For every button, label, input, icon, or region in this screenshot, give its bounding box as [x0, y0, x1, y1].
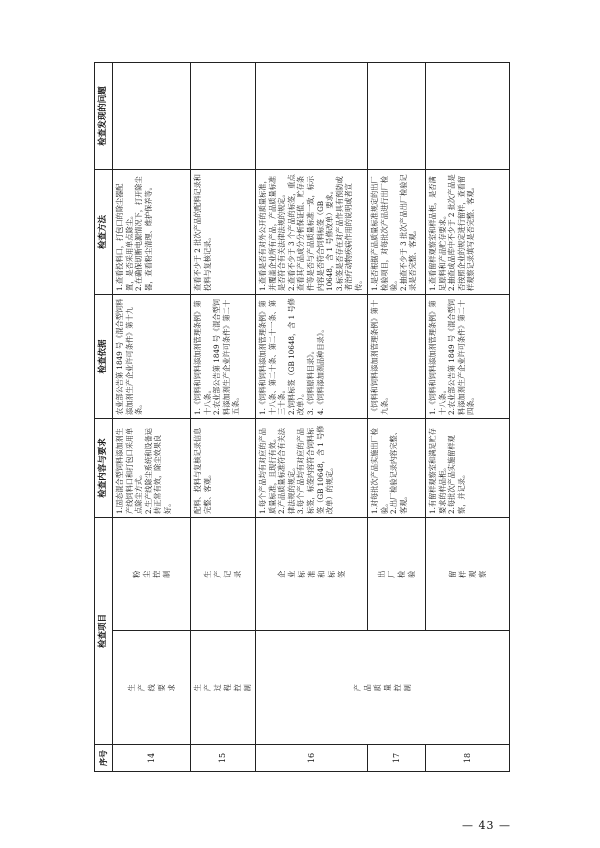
subitem-label: 企业标准和标签 [276, 570, 346, 578]
subitem-label: 粉尘控制 [131, 570, 171, 578]
header-problems: 检查发现的问题 [95, 63, 113, 170]
problem-cell [368, 63, 426, 170]
page-number: — 43 — [462, 819, 511, 832]
subitem-label: 留样观察 [447, 570, 487, 578]
basis-cell: 1.《饲料和饲料添加剂管理条例》第十八条、第二十条、第二十一条、第三十条。 2.饲料标签（GB 10648，含 1 号修改单）。 3.《饲料原料目录》。 4.《饲料添加剂品种目录》。 [256, 295, 368, 419]
requirement-cell: 1.对每批次产品实施出厂检验。 2.出厂检验记录内容完整、客观。 [368, 419, 426, 518]
requirement-cell: 1.固态混合型饲料添加剂生产线饲料口和打包口采用单点除尘方式。 2.生产线除尘系统和设备运转正常有效，除尘效果良好。 [113, 419, 191, 518]
problem-cell [256, 63, 368, 170]
subitem-cell [113, 518, 191, 632]
header-method: 检查方法 [95, 170, 113, 295]
table-row [256, 63, 368, 772]
method-cell: 查看不少于 2 批次产品的配料记录和投料与复核记录。 [191, 170, 256, 295]
problem-cell [191, 63, 256, 170]
requirement-cell: 1.每个产品均有对应的产品质量标准，且现行有效。 2.产品质量标准符合有关法律法规的规定。 3.每个产品均有对应的产品标签，标签内容符合饲料标签（GB 10648，含 1 号修改单）的规定。 [256, 419, 368, 518]
subitem-cell [426, 518, 510, 632]
header-requirements: 检查内容与要求 [95, 419, 113, 518]
requirement-cell: 1.有留样观察室和满足贮存要求的样品柜。 2.每批次产品实施留样观察，并记录。 [426, 419, 510, 518]
basis-cell: 农业部公告第 1849 号《混合型饲料添加剂生产企业许可条件》第十九条。 [113, 295, 191, 419]
subitem-cell [368, 518, 426, 632]
subitem-label: 生产记录 [203, 570, 242, 578]
problem-cell [113, 63, 191, 170]
header-item: 检查项目 [95, 518, 113, 745]
category-production-line: 生产线要求 [126, 684, 176, 692]
row-number: 14 [113, 745, 191, 772]
category-cell [256, 631, 510, 745]
header-seq: 序号 [95, 745, 113, 772]
category-cell [113, 631, 191, 745]
subitem-label: 出厂检验 [376, 570, 416, 578]
header-basis: 检查依据 [95, 295, 113, 419]
row-number: 17 [368, 745, 426, 772]
method-cell: 1.查看留样观察室和样品柜，是否满足原料和产品贮存要求。 2.抽查成品库中不少于 2 批次产品是否按照企业的规定进行留样，查看留样观察记录填写是否完整、客观。 [426, 170, 510, 295]
table-row [191, 63, 256, 772]
basis-cell: 1.《饲料和饲料添加剂管理条例》第十八条。 2.农业部公告第 1849 号《混合型饲料添加剂生产企业许可条件》第二十四条。 [426, 295, 510, 419]
table-row [113, 63, 191, 772]
category-production-process: 生产过程控制 [193, 684, 252, 692]
method-cell: 1.查看投料口，打包口的除尘器配置，是否采用单点除尘。 2.在确保切断电源情况下，打开除尘器，查看粉尘清理、维护保养等。 [113, 170, 191, 295]
row-number: 15 [191, 745, 256, 772]
basis-cell: 1.《饲料和饲料添加剂管理条例》第十八条。 2.农业部公告第 1849 号《混合型饲料添加剂生产企业许可条件》第二十五条。 [191, 295, 256, 419]
inspection-table [94, 62, 510, 772]
method-cell: 1.是否根据产品质量标准规定的出厂检验项目，对每批次产品进行出厂检验。 2.抽查不少于 3 批次产品出厂检验记录是否完整、客观。 [368, 170, 426, 295]
method-cell: 1.查看是否有对外公开的质量标准，并覆盖企业所有产品，产品质量标准是否符合有关法律法规的规定。 2.查看不少于 3 个产品的标签，重点查看其产品成分分析保证值、贮存条件等是否与产品质量标准一致，标示内容是否符合饲料标签（GB 10648，含 1 号修改单）要求。 3.标签是否存在对产品作具有预防或者治疗动物疾病作用的说明或者宣传。 [256, 170, 368, 295]
subitem-cell [256, 518, 368, 632]
table-header-row [95, 63, 113, 772]
problem-cell [426, 63, 510, 170]
category-cell [191, 631, 256, 745]
category-product-quality: 产品质量控制 [352, 684, 412, 692]
rotated-table-frame [94, 62, 504, 772]
subitem-cell [191, 518, 256, 632]
requirement-cell: 配料、投料与复核记录信息完整、客观。 [191, 419, 256, 518]
basis-cell: 《饲料和饲料添加剂管理条例》第十九条。 [368, 295, 426, 419]
row-number: 16 [256, 745, 368, 772]
row-number: 18 [426, 745, 510, 772]
